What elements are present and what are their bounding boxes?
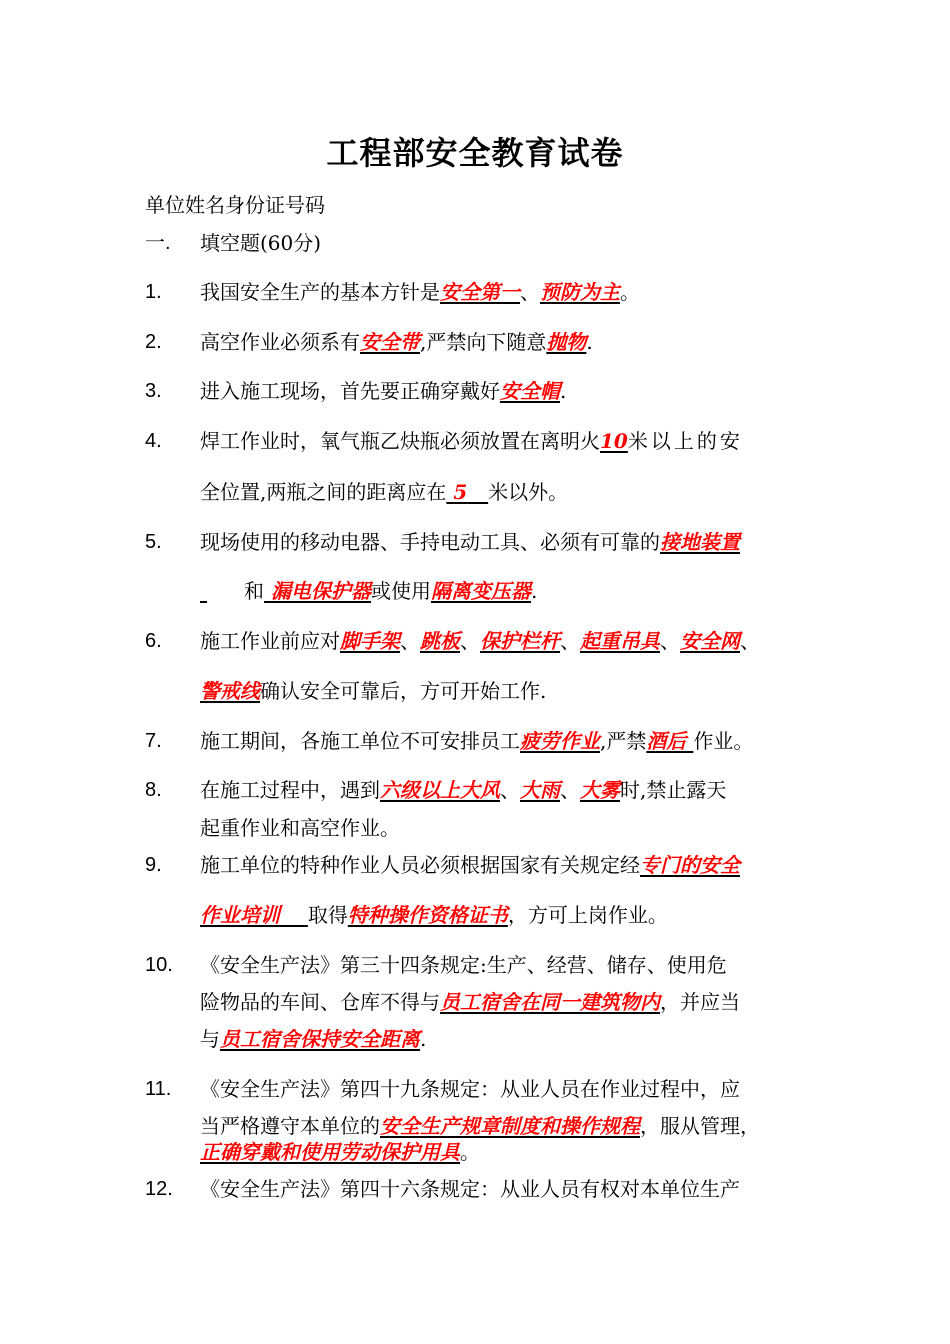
answer: 员工宿舍在同一建筑物内 (440, 990, 660, 1014)
question-number: 3. (145, 380, 162, 402)
question-text: 当严格遵守本单位的 (200, 1114, 380, 1138)
question-text: . (560, 379, 567, 403)
question-number: 7. (145, 730, 162, 752)
answer (264, 579, 371, 603)
answer: 跳板 (420, 629, 460, 653)
question-text: 在施工过程中，遇到 (200, 778, 380, 802)
question-text: ，服从管理， (640, 1114, 760, 1138)
question-text: 施工作业前应对 (200, 629, 340, 653)
section-number: 一. (145, 232, 171, 254)
question-text: 施工单位的特种作业人员必须根据国家有关规定经 (200, 853, 640, 877)
question-text: ,严禁 (600, 729, 647, 753)
question-number: 5. (145, 531, 162, 553)
answer-blank (200, 578, 244, 604)
question-text: 米以上的安 (627, 429, 743, 453)
question-7 (200, 728, 753, 754)
answer: 安全第一 (440, 280, 520, 304)
question-10-line-2 (200, 989, 740, 1015)
question-4-line-1 (200, 428, 743, 454)
question-text: ,严禁向下随意 (420, 330, 547, 354)
question-text: . (530, 579, 538, 603)
question-11-line-3 (200, 1139, 480, 1165)
question-text: 施工期间，各施工单位不可安排员工 (200, 729, 520, 753)
question-number: 8. (145, 779, 162, 801)
question-11-line-1: 《安全生产法》第四十九条规定：从业人员在作业过程中，应 (200, 1077, 740, 1101)
answer: 安全带 (360, 330, 420, 354)
answer: 隔离变压器 (430, 579, 531, 603)
question-text: ，方可上岗作业。 (507, 903, 668, 927)
question-text: 米以外。 (488, 480, 569, 504)
separator: 、 (460, 629, 480, 653)
answer: 六级以上大风 (380, 778, 500, 802)
page-title: 工程部安全教育试卷 (326, 134, 624, 172)
answer: 大雾 (580, 778, 620, 802)
separator: 、 (660, 629, 680, 653)
section-label: 填空题(60分) (200, 231, 322, 255)
question-text: 作业。 (693, 729, 754, 753)
question-text: 与 (200, 1027, 220, 1051)
answer: 安全生产规章制度和操作规程 (380, 1114, 640, 1138)
question-8-line-1 (200, 777, 726, 803)
question-number: 12. (145, 1178, 173, 1200)
question-number: 6. (145, 630, 162, 652)
answer: 起重吊具 (580, 629, 660, 653)
answer-text: 作业培训 (200, 903, 280, 927)
question-text: ，并应当 (660, 990, 740, 1014)
question-1 (200, 279, 640, 305)
question-number: 2. (145, 331, 162, 353)
question-text: 。 (460, 1140, 480, 1164)
question-text: 现场使用的移动电器、手持电动工具、必须有可靠的 (200, 530, 660, 554)
question-text: 焊工作业时，氧气瓶乙炔瓶必须放置在离明火 (200, 429, 600, 453)
answer-text: 酒后 (646, 729, 687, 753)
answer: 员工宿舍保持安全距离 (220, 1027, 420, 1051)
question-text: 时,禁止露天 (620, 778, 727, 802)
question-10-line-3 (200, 1026, 426, 1052)
question-3 (200, 378, 566, 404)
question-number: 11. (145, 1078, 172, 1100)
question-12-line-1: 《安全生产法》第四十六条规定：从业人员有权对本单位生产 (200, 1177, 740, 1201)
separator: 、 (740, 629, 760, 653)
question-number: 1. (145, 281, 162, 303)
question-number: 4. (145, 430, 162, 452)
answer: 正确穿戴和使用劳动保护用具 (200, 1140, 460, 1164)
question-text: . (586, 330, 593, 354)
separator: 、 (500, 778, 520, 802)
info-line: 单位姓名身份证号码 (145, 193, 325, 217)
answer: 脚手架 (340, 629, 400, 653)
question-text: 我国安全生产的基本方针是 (200, 280, 440, 304)
answer: 专门的安全 (640, 853, 740, 877)
question-text: 确认安全可靠后，方可开始工作. (260, 679, 547, 703)
answer: 10 (600, 429, 628, 453)
question-5-line-1 (200, 529, 740, 555)
question-9-line-2 (200, 902, 668, 928)
question-number: 10. (145, 954, 173, 976)
answer-text: 漏电保护器 (270, 579, 371, 603)
question-2 (200, 329, 593, 355)
question-text: 或使用 (370, 579, 431, 603)
question-text: . (420, 1027, 427, 1051)
question-text: 、 (520, 280, 540, 304)
question-text: 和 (244, 579, 264, 603)
question-10-line-1: 《安全生产法》第三十四条规定:生产、经营、储存、使用危 (200, 953, 727, 977)
separator: 、 (400, 629, 420, 653)
answer (646, 729, 693, 753)
question-text: 高空作业必须系有 (200, 330, 360, 354)
answer: 保护栏杆 (480, 629, 560, 653)
question-11-line-2 (200, 1113, 760, 1139)
answer: 抛物 (546, 330, 587, 354)
separator: 、 (560, 778, 580, 802)
answer: 安全帽 (500, 379, 560, 403)
question-4-line-2 (200, 479, 568, 505)
question-number: 9. (145, 854, 162, 876)
answer: 预防为主 (540, 280, 620, 304)
answer (200, 903, 308, 927)
answer: 特种操作资格证书 (347, 903, 508, 927)
answer (446, 480, 488, 504)
question-text: 。 (620, 280, 640, 304)
question-9-line-1 (200, 852, 740, 878)
question-text: 全位置,两瓶之间的距离应在 (200, 480, 447, 504)
answer: 警戒线 (200, 679, 260, 703)
separator: 、 (560, 629, 580, 653)
answer: 安全网 (680, 629, 740, 653)
answer: 接地装置 (660, 530, 740, 554)
question-6-line-1 (200, 628, 760, 654)
answer-text: 5 (453, 480, 468, 504)
question-text: 险物品的车间、仓库不得与 (200, 990, 440, 1014)
answer: 疲劳作业 (520, 729, 600, 753)
answer: 大雨 (520, 778, 560, 802)
question-text: 进入施工现场，首先要正确穿戴好 (200, 379, 500, 403)
question-text: 取得 (307, 903, 348, 927)
question-5-line-2 (200, 578, 537, 604)
question-6-line-2 (200, 678, 546, 704)
question-8-line-2: 起重作业和高空作业。 (200, 816, 400, 840)
